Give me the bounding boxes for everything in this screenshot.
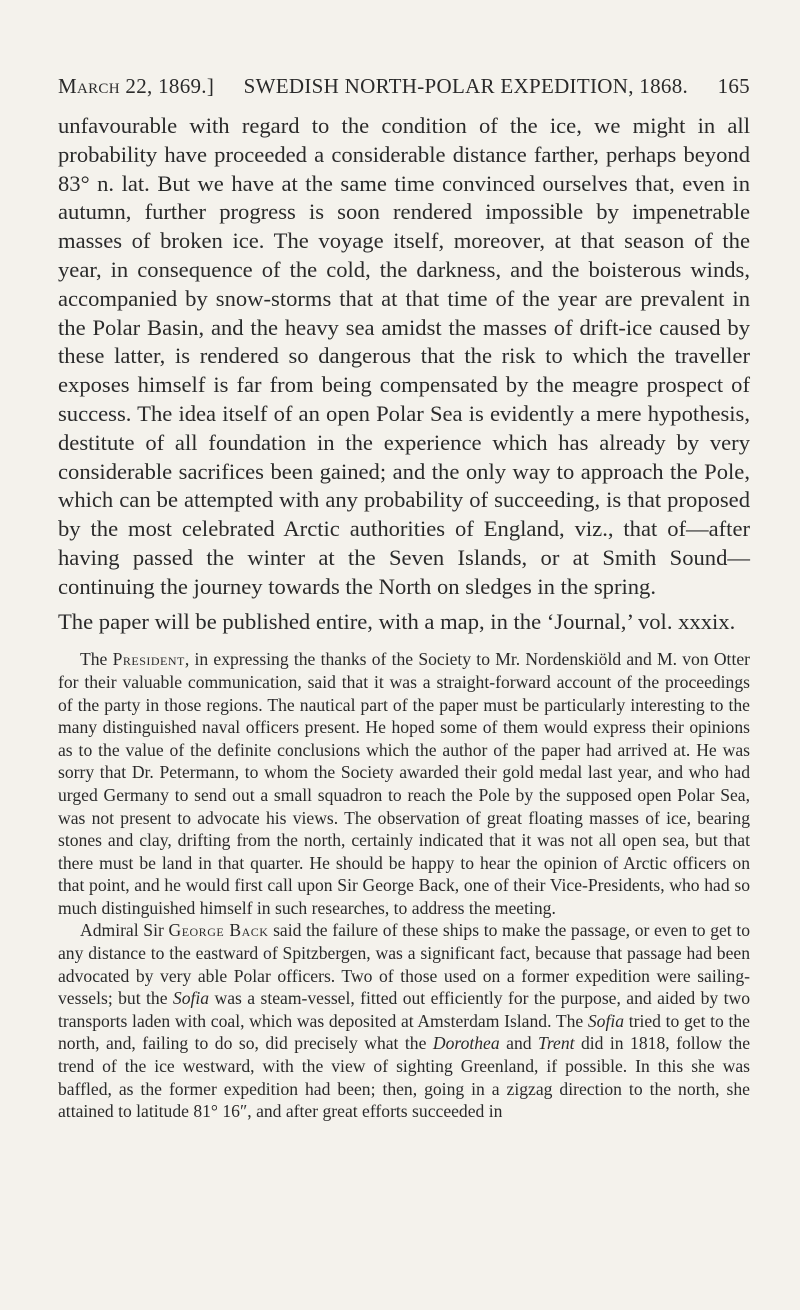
back-text-e: did in 1818, follow the trend of the ice westward, with the view of sighting Greenland, if possible. In this she was baffled, as the former expedition had been; then, going in a zigzag direction to the north, she attained to latitude 81° 16″, and after great efforts succeeded in <box>58 1033 750 1122</box>
page-number: 165 <box>717 74 750 98</box>
ship-name: Dorothea <box>432 1033 500 1054</box>
discussion-text <box>58 648 750 1122</box>
main-text <box>58 112 750 636</box>
header-date: March 22, 1869.] <box>58 74 215 98</box>
back-lead: Admiral Sir <box>80 920 164 941</box>
speaker-george-back: George Back <box>168 920 269 941</box>
president-lead: The <box>80 649 108 670</box>
president-text: , in expressing the thanks of the Society to Mr. Nordenskiöld and M. von Otter for their valuable communication, said that it was a straight-forward account of the proceedings of the party in those regions. The nautical part of the paper must be particularly interesting to the many distinguished naval officers present. He hoped some of them would express their opinions as to the value of the definite conclusions which the author of the paper had arrived at. He was sorry that Dr. Petermann, to whom the Society awarded their gold medal last year, and who had urged Germany to send out a small squadron to reach the Pole by the supposed open Polar Sea, was not present to advocate his views. The observation of great floating masses of ice, bearing stones and clay, drifting from the north, certainly indicated that it was not all open sea, but that there must be land in that quarter. He should be happy to hear the opinion of Arctic officers on that point, and he would first call upon Sir George Back, one of their Vice-Presidents, who had so much distinguished himself in such researches, to address the meeting. <box>58 649 751 918</box>
back-remarks <box>58 919 750 1122</box>
ship-name: Trent <box>538 1033 575 1054</box>
back-text-a: said the failure of these ships to make the passage, or even to get to any distance to the eastward of Spitzbergen, was a significant fact, because that passage had been advocated by very able Polar officers. Two of those used on a former expedition were sailing-vessels; but the <box>58 920 751 1009</box>
ship-name: Sofia <box>172 988 210 1009</box>
header-title: SWEDISH NORTH-POLAR EXPEDITION, 1868. <box>243 74 689 98</box>
paragraph-continued: unfavourable with regard to the condition of the ice, we might in all probability have proceeded a considerable distance farther, perhaps beyond 83° n. lat. But we have at the same time convinced ourselves that, even in autumn, further progress is soon rendered impossible by impenetrable masses of broken ice. The voyage itself, moreover, at that season of the year, in consequence of the cold, the darkness, and the boisterous winds, accompanied by snow-storms that at that time of the year are prevalent in the Polar Basin, and the heavy sea amidst the masses of drift-ice caused by these latter, is rendered so dangerous that the risk to which the traveller exposes himself is far from being compensated by the meagre prospect of success. The idea itself of an open Polar Sea is evidently a mere hypothesis, destitute of all foundation in the experience which has already by very considerable sacrifices been gained; and the only way to approach the Pole, which can be attempted with any probability of succeeding, is that proposed by the most celebrated Arctic authorities of England, viz., that of—after having passed the winter at the Seven Islands, or at Smith Sound—continuing the journey towards the North on sledges in the spring. <box>58 113 750 599</box>
body-text <box>58 112 750 1123</box>
president-remarks <box>58 648 750 919</box>
running-header <box>58 74 750 99</box>
ship-name: Sofia <box>587 1010 625 1031</box>
back-text-c: tried to get to the north, and, failing to do so, did precisely what the <box>58 1010 750 1054</box>
speaker-president: President <box>112 649 185 670</box>
back-text-d: and <box>499 1033 538 1054</box>
paragraph-publication-note: The paper will be published entire, with a map, in the ‘Journal,’ vol. xxxix. <box>58 608 736 634</box>
back-text-b: was a steam-vessel, fitted out efficiently for the purpose, and aided by two transports laden with coal, which was deposited at Amsterdam Island. The <box>58 988 750 1031</box>
